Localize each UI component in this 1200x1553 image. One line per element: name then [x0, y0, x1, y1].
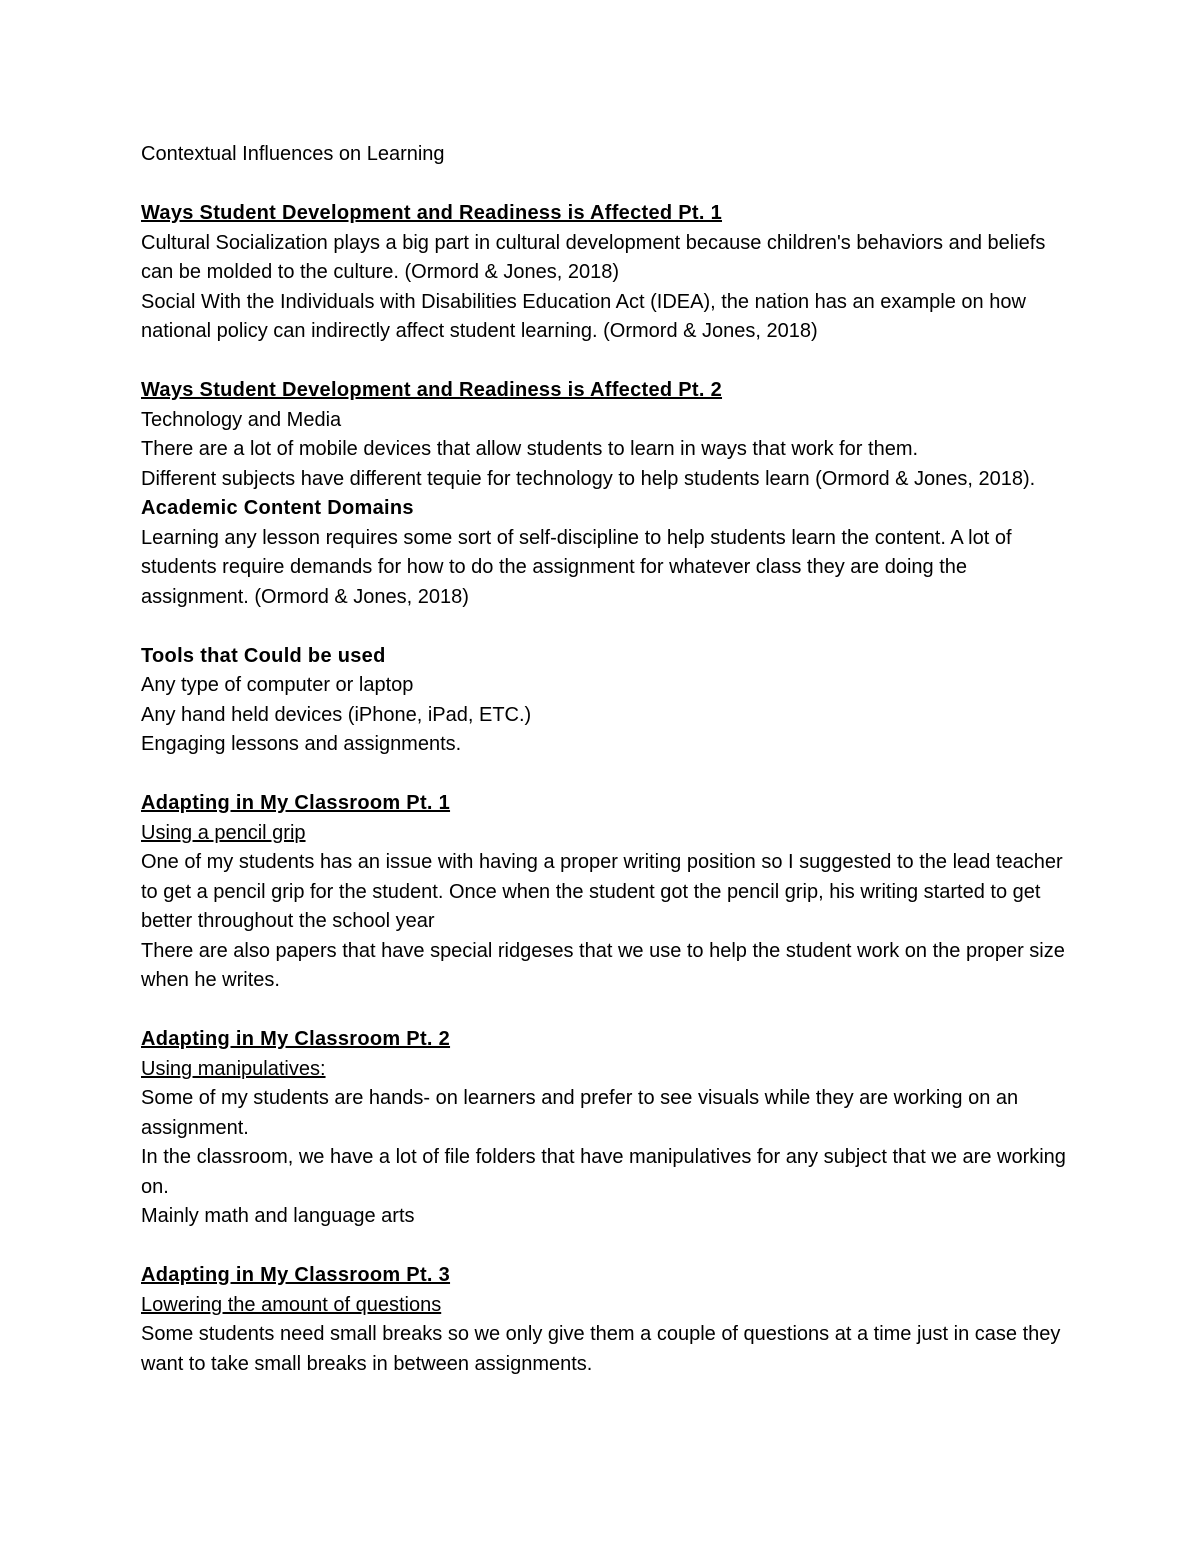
spacer — [141, 760, 1071, 790]
list-item: Any type of computer or laptop — [141, 674, 414, 696]
paragraph-cultural: Cultural Socialization plays a big part in cultural development because children's behaviors and beliefs can be molded to the culture. (Ormord & Jones, 2018) — [141, 231, 1046, 283]
spacer — [141, 170, 1071, 200]
subheading-pencil-grip: Using a pencil grip — [141, 821, 306, 844]
section-heading-ways-pt1: Ways Student Development and Readiness is Affected Pt. 1 — [141, 202, 723, 224]
section-heading-tools: Tools that Could be used — [141, 644, 386, 667]
paragraph-file-folders: In the classroom, we have a lot of file folders that have manipulatives for any subject that we are working on. — [141, 1146, 1066, 1198]
paragraph-special-papers: There are also papers that have special ridgeses that we use to help the student work on the proper size when he writes. — [141, 939, 1065, 991]
section-heading-adapting-pt3: Adapting in My Classroom Pt. 3 — [141, 1264, 451, 1286]
spacer — [141, 996, 1071, 1026]
paragraph-learning-lesson: Learning any lesson requires some sort of self-discipline to help students learn the content. A lot of students require demands for how to do the assignment for whatever class they are doing the assignment. (Ormord & Jones, 2018) — [141, 526, 1012, 608]
paragraph-social: Social With the Individuals with Disabilities Education Act (IDEA), the nation has an example on how national policy can indirectly affect student learning. (Ormord & Jones, 2018) — [141, 290, 1026, 342]
subheading-lowering-questions: Lowering the amount of questions — [141, 1293, 442, 1316]
spacer — [141, 347, 1071, 377]
document-page — [141, 140, 1071, 1379]
section-heading-adapting-pt2: Adapting in My Classroom Pt. 2 — [141, 1028, 451, 1050]
subheading-manipulatives: Using manipulatives: — [141, 1057, 326, 1080]
section-heading-adapting-pt1: Adapting in My Classroom Pt. 1 — [141, 792, 451, 814]
paragraph-mobile-devices: There are a lot of mobile devices that allow students to learn in ways that work for them. — [141, 438, 919, 460]
paragraph-different-subjects: Different subjects have different tequie for technology to help students learn (Ormord & Jones, 2018). — [141, 467, 1036, 490]
list-item: Any hand held devices (iPhone, iPad, ETC.) — [141, 703, 532, 726]
subheading-technology-media: Technology and Media — [141, 408, 342, 431]
heading-academic-content-domains: Academic Content Domains — [141, 497, 414, 519]
paragraph-math-language-arts: Mainly math and language arts — [141, 1205, 415, 1227]
section-heading-ways-pt2: Ways Student Development and Readiness is Affected Pt. 2 — [141, 379, 723, 401]
paragraph-hands-on-learners: Some of my students are hands- on learners and prefer to see visuals while they are working on an assignment. — [141, 1087, 1019, 1139]
document-title: Contextual Influences on Learning — [141, 143, 445, 165]
paragraph-small-breaks: Some students need small breaks so we only give them a couple of questions at a time just in case they want to take small breaks in between assignments. — [141, 1323, 1061, 1375]
paragraph-writing-position: One of my students has an issue with having a proper writing position so I suggested to the lead teacher to get a pencil grip for the student. Once when the student got the pencil grip, his writing started to get better throughout the school year — [141, 851, 1063, 932]
list-item: Engaging lessons and assignments. — [141, 733, 462, 755]
spacer — [141, 1232, 1071, 1262]
spacer — [141, 612, 1071, 642]
